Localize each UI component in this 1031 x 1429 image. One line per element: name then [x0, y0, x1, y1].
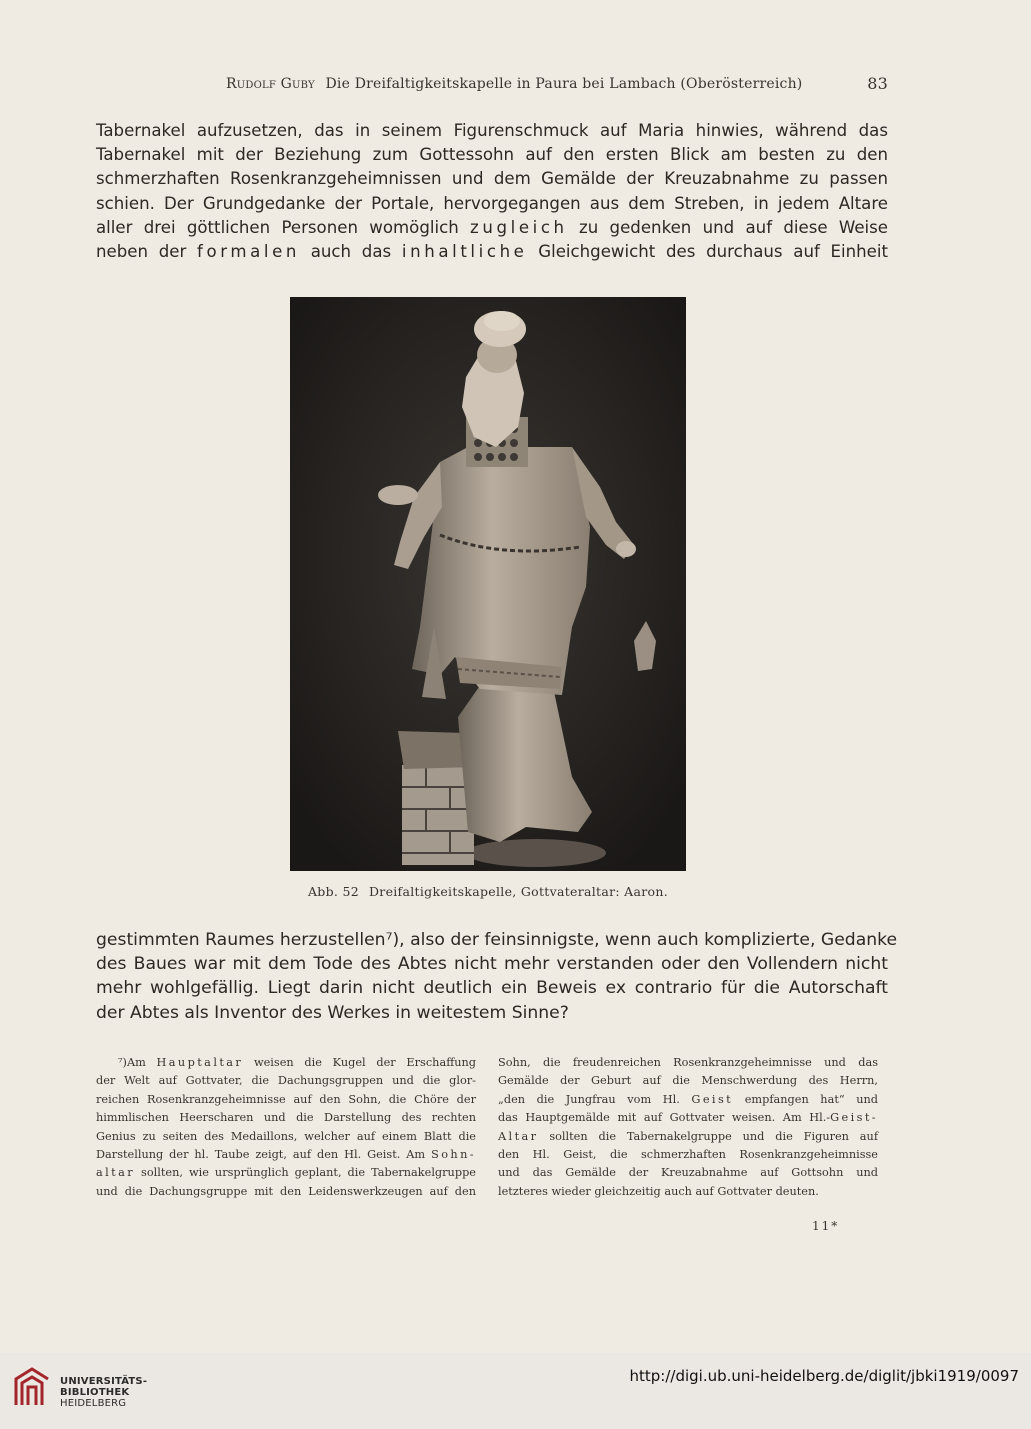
text-line — [96, 240, 888, 264]
footnote-line: der Welt auf Gottvater, die Dachungsgruppen und die glor- — [96, 1074, 476, 1088]
text-run: sollten, wie ursprünglich geplant, die Tabernakelgruppe — [141, 1166, 476, 1180]
library-name-line: UNIVERSITÄTS- — [60, 1376, 148, 1387]
footnote-line — [498, 1109, 878, 1127]
footnote-line — [96, 1146, 476, 1164]
library-name-line: BIBLIOTHEK — [60, 1387, 130, 1398]
text-run: zu gedenken und auf diese Weise — [579, 217, 888, 237]
source-url-link[interactable]: http://digi.ub.uni-heidelberg.de/diglit/jbki1919/0097 — [629, 1367, 1019, 1385]
text-run: weisen die Kugel der Erschaffung — [243, 1056, 476, 1069]
text-run: Gleichgewicht des durchaus auf Einheit — [538, 242, 888, 262]
spaced-emphasis: zugleich — [470, 217, 568, 237]
figure-label: Abb. 52 — [307, 884, 359, 899]
signature-mark: 11* — [812, 1219, 840, 1233]
footnote-line: und die Dachungsgruppe mit den Leidenswerkzeugen auf den — [96, 1184, 476, 1198]
footnote-column-left — [96, 1054, 476, 1201]
text-line: Tabernakel mit der Beziehung zum Gottessohn auf den ersten Blick am besten zu den — [96, 145, 888, 165]
footnote-line: und das Gemälde der Kreuzabnahme auf Gottsohn und — [498, 1166, 878, 1180]
figure-photo-aaron-statue — [290, 297, 686, 871]
footnote-line — [498, 1091, 878, 1109]
footnote-line: himmlischen Heerscharen und die Darstellung des rechten — [96, 1111, 476, 1125]
running-head-author: Rudolf Guby — [226, 76, 315, 92]
statue-photo-illustration — [290, 297, 686, 871]
text-line: des Baues war mit dem Tode des Abtes nicht mehr verstanden oder den Vollendern nicht — [96, 954, 888, 975]
footnotes — [96, 1054, 886, 1214]
text-line: mehr wohlgefällig. Liegt darin nicht deutlich ein Beweis ex contrario für die Autorschaft — [96, 978, 888, 999]
running-head-article: Die Dreifaltigkeitskapelle in Paura bei Lambach (Oberösterreich) — [325, 76, 803, 92]
spaced-emphasis: inhaltliche — [401, 242, 528, 262]
footnote-line: letzteres wieder gleichzeitig auch auf Gottvater deuten. — [498, 1184, 819, 1198]
viewer-footer — [0, 1353, 1031, 1429]
figure-caption-text: Dreifaltigkeitskapelle, Gottvateraltar: Aaron. — [368, 884, 668, 899]
text-line: schien. Der Grundgedanke der Portale, hervorgegangen aus dem Streben, in jedem Altare — [96, 193, 888, 213]
text-run: empfangen hat“ und — [744, 1092, 879, 1106]
footnote-line: Gemälde der Geburt auf die Menschwerdung des Herrn, — [498, 1074, 878, 1088]
figure-caption — [290, 884, 686, 899]
spaced-emphasis: Hauptaltar — [156, 1056, 244, 1069]
footnote-line: reichen Rosenkranzgeheimnisse auf den Sohn, die Chöre der — [96, 1092, 476, 1106]
text-run: „den die Jungfrau vom Hl. — [498, 1092, 680, 1106]
footnote-line: den Hl. Geist, die schmerzhaften Rosenkranzgeheimnisse — [498, 1148, 878, 1162]
text-run: sollten die Tabernakelgruppe und die Figuren auf — [549, 1129, 878, 1143]
spaced-emphasis: Geist- — [830, 1111, 878, 1125]
text-run: neben der — [96, 242, 187, 262]
spaced-emphasis: Geist — [691, 1092, 734, 1106]
footnote-line: Genius zu seiten des Medaillons, welcher auf einem Blatt die — [96, 1129, 476, 1143]
text-run: das Hauptgemälde mit auf Gottvater weisen. Am Hl.- — [498, 1111, 831, 1125]
footnote-line — [96, 1164, 476, 1182]
library-logo-icon[interactable] — [12, 1365, 52, 1409]
spaced-emphasis: altar — [96, 1166, 136, 1180]
running-head-title — [226, 76, 802, 92]
library-name[interactable] — [60, 1376, 147, 1409]
text-run: aller drei göttlichen Personen womöglich — [96, 217, 459, 237]
footnote-column-right — [498, 1054, 878, 1201]
footnote-marker: ⁷) — [118, 1056, 127, 1069]
spaced-emphasis: formalen — [197, 242, 301, 262]
text-line: Tabernakel aufzusetzen, das in seinem Figurenschmuck auf Maria hinwies, während das — [96, 121, 888, 140]
text-run: auch das — [310, 242, 392, 262]
footnote-line: Sohn, die freudenreichen Rosenkranzgeheimnisse und das — [498, 1056, 878, 1069]
paragraph-2 — [96, 928, 898, 1025]
text-line: gestimmten Raumes herzustellen⁷), also der feinsinnigste, wenn auch komplizierte, Gedanke — [96, 930, 898, 950]
page-number: 83 — [867, 74, 888, 93]
footnote-line — [498, 1128, 878, 1146]
spaced-emphasis: Sohn- — [431, 1148, 476, 1162]
text-run: Am — [126, 1056, 157, 1069]
text-line — [96, 216, 888, 240]
text-run: Darstellung der hl. Taube zeigt, auf den Hl. Geist. Am — [96, 1148, 426, 1162]
library-name-line: HEIDELBERG — [60, 1398, 127, 1409]
paragraph-1 — [96, 119, 888, 264]
text-line: der Abtes als Inventor des Werkes in weitestem Sinne? — [96, 1002, 569, 1023]
spaced-emphasis: Altar — [498, 1129, 539, 1143]
footnote-line — [96, 1054, 476, 1072]
text-line: schmerzhaften Rosenkranzgeheimnissen und dem Gemälde der Kreuzabnahme zu passen — [96, 169, 888, 189]
